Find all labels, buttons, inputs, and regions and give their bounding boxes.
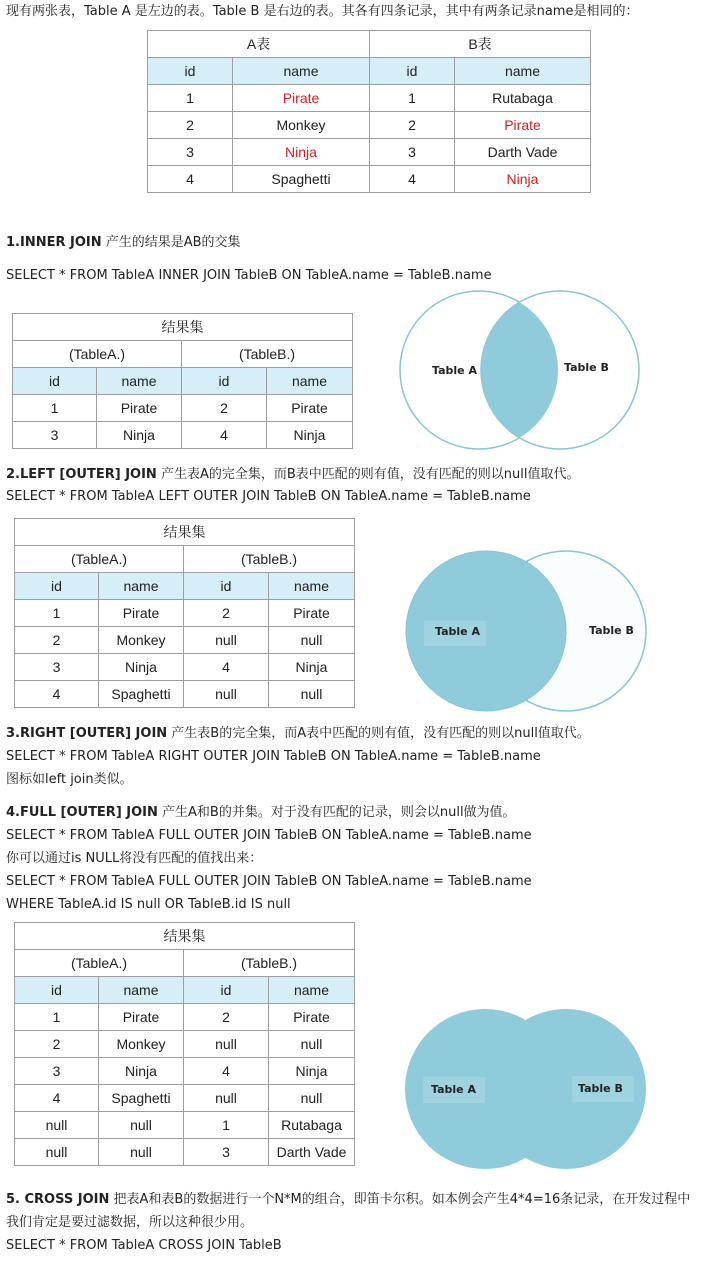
cell-name: Ninja <box>233 139 370 166</box>
column-header-id: id <box>182 368 267 395</box>
table-cell: 2 <box>184 1004 269 1031</box>
table-cell: Rutabaga <box>269 1112 355 1139</box>
cell-name: Darth Vade <box>455 139 591 166</box>
column-header-name: name <box>99 977 184 1004</box>
table-row <box>370 139 591 166</box>
table-cell: 2 <box>15 1031 99 1058</box>
table-cell: Monkey <box>99 627 184 654</box>
table-cell: Ninja <box>269 654 355 681</box>
table-cell: Ninja <box>99 654 184 681</box>
full-join-sql: SELECT * FROM TableA FULL OUTER JOIN TableB ON TableA.name = TableB.name <box>6 828 532 843</box>
header-row <box>15 977 355 1004</box>
cross-join-desc-2: 我们肯定是要过滤数据，所以这种很少用。 <box>6 1215 254 1230</box>
group-label-a: (TableA.) <box>15 546 184 573</box>
left-join-venn <box>404 550 650 714</box>
column-header-name: name <box>269 573 355 600</box>
full-join-note: 你可以通过is NULL将没有匹配的值找出来： <box>6 851 263 866</box>
group-label-b: (TableB.) <box>184 950 355 977</box>
header-row <box>15 573 355 600</box>
table-cell: 2 <box>184 600 269 627</box>
group-label-a: (TableA.) <box>15 950 184 977</box>
table-cell: null <box>184 1085 269 1112</box>
table-row <box>148 112 370 139</box>
cell-name: Rutabaga <box>455 85 591 112</box>
cell-name: Ninja <box>455 166 591 193</box>
full-join-title <box>6 804 516 822</box>
table-cell: Spaghetti <box>99 1085 184 1112</box>
cell-id: 4 <box>148 166 233 193</box>
table-cell: 1 <box>15 1004 99 1031</box>
group-label-b: (TableB.) <box>184 546 355 573</box>
column-header-id: id <box>184 977 269 1004</box>
table-cell: null <box>184 627 269 654</box>
table-row <box>370 112 591 139</box>
result-caption: 结果集 <box>15 923 355 950</box>
left-join-sql: SELECT * FROM TableA LEFT OUTER JOIN TableB ON TableA.name = TableB.name <box>6 489 531 504</box>
right-join-heading: 3.RIGHT [OUTER] JOIN <box>6 726 168 741</box>
table-row <box>15 1112 355 1139</box>
column-header-id: id <box>15 977 99 1004</box>
table-row <box>15 681 355 708</box>
left-join-result-table <box>14 518 355 708</box>
inner-join-result-table <box>12 313 353 449</box>
group-label-a: (TableA.) <box>13 341 182 368</box>
cell-name: Monkey <box>233 112 370 139</box>
right-join-title <box>6 725 590 743</box>
table-cell: 4 <box>182 422 267 449</box>
source-table-a <box>147 30 370 193</box>
cell-id: 1 <box>370 85 455 112</box>
table-row <box>13 422 353 449</box>
table-cell: null <box>184 681 269 708</box>
cell-id: 2 <box>370 112 455 139</box>
venn-label-a: Table A <box>432 364 477 377</box>
cross-join-sql: SELECT * FROM TableA CROSS JOIN TableB <box>6 1238 282 1253</box>
table-cell: Monkey <box>99 1031 184 1058</box>
column-header-id: id <box>15 573 99 600</box>
table-row <box>15 1031 355 1058</box>
full-join-desc: 产生A和B的并集。对于没有匹配的记录，则会以null做为值。 <box>157 805 516 820</box>
column-header-id: id <box>148 58 233 85</box>
table-cell: 3 <box>184 1139 269 1166</box>
table-row <box>15 600 355 627</box>
table-cell: null <box>269 1085 355 1112</box>
table-cell: Pirate <box>267 395 353 422</box>
cell-id: 3 <box>148 139 233 166</box>
table-cell: Spaghetti <box>99 681 184 708</box>
table-row <box>13 395 353 422</box>
table-cell: 3 <box>15 654 99 681</box>
group-row <box>15 950 355 977</box>
table-cell: null <box>99 1112 184 1139</box>
group-label-b: (TableB.) <box>182 341 353 368</box>
table-cell: 1 <box>15 600 99 627</box>
table-cell: null <box>184 1031 269 1058</box>
full-join-result-table <box>14 922 355 1166</box>
table-cell: 4 <box>184 1058 269 1085</box>
cell-id: 3 <box>370 139 455 166</box>
table-cell: 4 <box>184 654 269 681</box>
table-row <box>148 166 370 193</box>
table-cell: 3 <box>13 422 97 449</box>
table-cell: null <box>269 627 355 654</box>
column-header-id: id <box>184 573 269 600</box>
column-header-name: name <box>269 977 355 1004</box>
table-cell: Ninja <box>267 422 353 449</box>
column-header-name: name <box>99 573 184 600</box>
full-join-sql-2: SELECT * FROM TableA FULL OUTER JOIN TableB ON TableA.name = TableB.name <box>6 874 532 889</box>
table-cell: 3 <box>15 1058 99 1085</box>
table-cell: Ninja <box>269 1058 355 1085</box>
table-cell: null <box>15 1139 99 1166</box>
table-row <box>148 139 370 166</box>
full-join-venn <box>404 1008 650 1172</box>
table-cell: 1 <box>184 1112 269 1139</box>
table-row <box>15 1085 355 1112</box>
table-cell: Pirate <box>269 1004 355 1031</box>
column-header-id: id <box>370 58 455 85</box>
table-cell: null <box>15 1112 99 1139</box>
table-row <box>15 627 355 654</box>
table-row <box>370 85 591 112</box>
venn-label-b: Table B <box>578 1082 623 1095</box>
cell-id: 1 <box>148 85 233 112</box>
group-row <box>15 546 355 573</box>
table-cell: Pirate <box>97 395 182 422</box>
column-header-name: name <box>97 368 182 395</box>
table-cell: Darth Vade <box>269 1139 355 1166</box>
cell-id: 2 <box>148 112 233 139</box>
caption-row <box>15 519 355 546</box>
table-cell: Ninja <box>97 422 182 449</box>
table-cell: 1 <box>13 395 97 422</box>
cross-join-desc: 把表A和表B的数据进行一个N*M的组合，即笛卡尔积。如本例会产生4*4=16条记录，在开发过程中 <box>109 1192 691 1207</box>
intro-text: 现有两张表，Table A 是左边的表。Table B 是右边的表。其各有四条记录，其中有两条记录name是相同的： <box>6 4 639 19</box>
column-header-name: name <box>233 58 370 85</box>
table-cell: Pirate <box>269 600 355 627</box>
inner-join-venn <box>396 290 642 454</box>
table-row <box>15 1058 355 1085</box>
inner-join-heading: 1.INNER JOIN <box>6 235 102 250</box>
table-row <box>15 654 355 681</box>
source-table-b <box>369 30 591 193</box>
table-cell: null <box>269 1031 355 1058</box>
venn-label-a: Table A <box>435 625 480 638</box>
venn-label-a: Table A <box>431 1083 476 1096</box>
left-join-heading: 2.LEFT [OUTER] JOIN <box>6 467 157 482</box>
table-cell: Pirate <box>99 1004 184 1031</box>
cell-name: Spaghetti <box>233 166 370 193</box>
table-cell: null <box>269 681 355 708</box>
venn-label-b: Table B <box>589 624 634 637</box>
table-cell: 4 <box>15 1085 99 1112</box>
table-row <box>15 1004 355 1031</box>
table-cell: Ninja <box>99 1058 184 1085</box>
right-join-note: 图标如left join类似。 <box>6 772 133 787</box>
caption-row <box>15 923 355 950</box>
full-join-heading: 4.FULL [OUTER] JOIN <box>6 805 158 820</box>
right-join-sql: SELECT * FROM TableA RIGHT OUTER JOIN TableB ON TableA.name = TableB.name <box>6 749 541 764</box>
cross-join-heading: 5. CROSS JOIN <box>6 1192 110 1207</box>
table-b-caption: B表 <box>370 31 591 58</box>
table-cell: null <box>99 1139 184 1166</box>
table-a-caption: A表 <box>148 31 370 58</box>
cell-id: 4 <box>370 166 455 193</box>
table-cell: 2 <box>15 627 99 654</box>
left-join-title <box>6 466 579 484</box>
venn-label-b: Table B <box>564 361 609 374</box>
cell-name: Pirate <box>233 85 370 112</box>
right-join-desc: 产生表B的完全集，而A表中匹配的则有值，没有匹配的则以null值取代。 <box>167 726 590 741</box>
column-header-id: id <box>13 368 97 395</box>
cell-name: Pirate <box>455 112 591 139</box>
caption-row <box>13 314 353 341</box>
inner-join-title <box>6 234 241 252</box>
column-header-name: name <box>267 368 353 395</box>
result-caption: 结果集 <box>13 314 353 341</box>
inner-join-desc: 产生的结果是AB的交集 <box>101 235 241 250</box>
full-join-sql-3: WHERE TableA.id IS null OR TableB.id IS null <box>6 897 291 912</box>
inner-join-sql: SELECT * FROM TableA INNER JOIN TableB ON TableA.name = TableB.name <box>6 268 492 283</box>
left-join-desc: 产生表A的完全集，而B表中匹配的则有值，没有匹配的则以null值取代。 <box>156 467 580 482</box>
table-cell: 2 <box>182 395 267 422</box>
table-cell: 4 <box>15 681 99 708</box>
table-row <box>148 85 370 112</box>
cross-join-title <box>6 1191 690 1209</box>
header-row <box>13 368 353 395</box>
result-caption: 结果集 <box>15 519 355 546</box>
table-row <box>15 1139 355 1166</box>
group-row <box>13 341 353 368</box>
table-cell: Pirate <box>99 600 184 627</box>
column-header-name: name <box>455 58 591 85</box>
table-row <box>370 166 591 193</box>
